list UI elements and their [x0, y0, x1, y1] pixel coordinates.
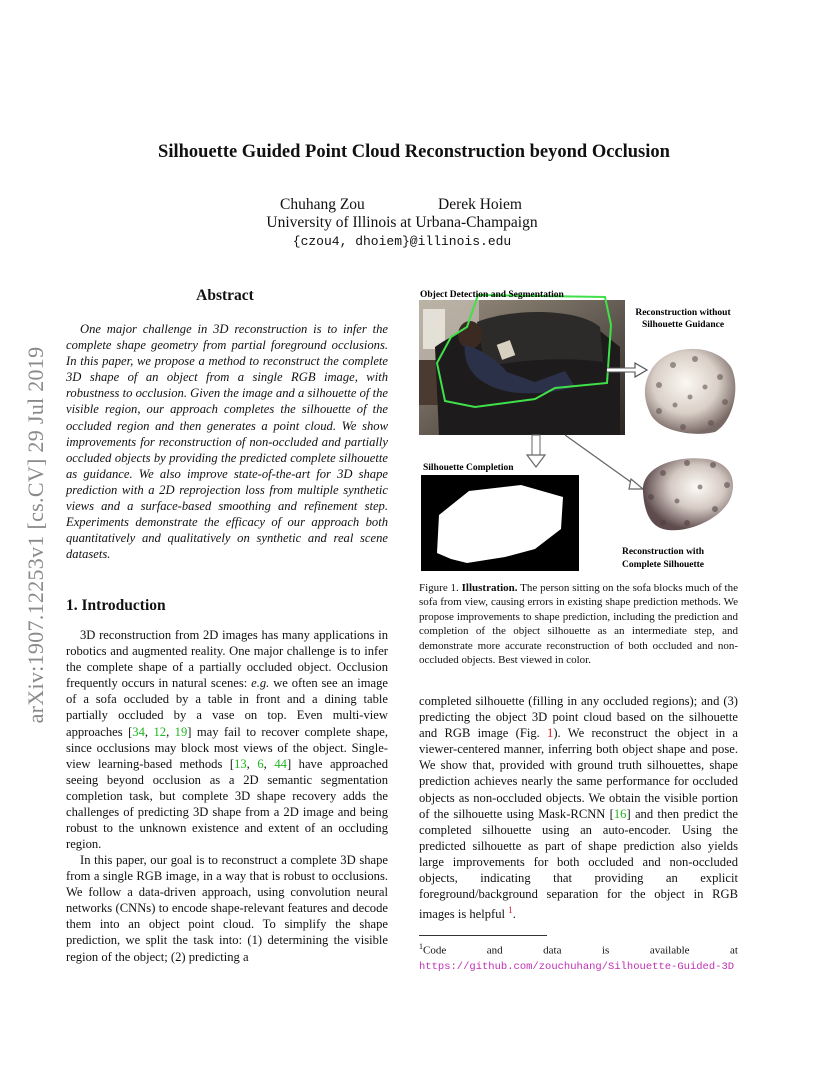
- arxiv-sidebar: [16, 295, 56, 775]
- paper-title: Silhouette Guided Point Cloud Reconstruction beyond Occlusion: [158, 142, 670, 162]
- label-silhouette-completion: Silhouette Completion: [423, 463, 514, 473]
- citation-link[interactable]: 6: [257, 756, 264, 771]
- silhouette-mask: [421, 475, 579, 571]
- label-recon-with-2: Complete Silhouette: [621, 560, 705, 570]
- citation-link[interactable]: 44: [274, 756, 287, 771]
- author-1: Chuhang Zou: [280, 196, 365, 213]
- citation-link[interactable]: 16: [613, 806, 627, 821]
- arrow-down: [527, 435, 545, 467]
- citation-link[interactable]: 19: [174, 724, 188, 739]
- footnote-ref[interactable]: 1: [508, 905, 513, 916]
- figure-caption: Figure 1. Illustration. The person sitting on the sofa blocks much of the sofa from view, causing errors in existing shape prediction methods. We propose improvements to shape prediction, including the prediction and completion of the object silhouette as an intermediate step, and demonstrate more accurate reconstruction of both occluded and non-occluded objects. Best viewed in color.: [419, 582, 738, 667]
- label-recon-with-1: Reconstruction with: [621, 547, 705, 557]
- label-recon-without-1: Reconstruction without: [635, 308, 731, 318]
- label-recon-without-2: Silhouette Guidance: [641, 320, 725, 330]
- author-2: Derek Hoiem: [438, 196, 522, 213]
- figure-ref-link[interactable]: 1: [547, 726, 554, 741]
- abstract-heading: Abstract: [196, 287, 254, 304]
- point-cloud-without-guidance: [645, 349, 735, 434]
- abstract-text: One major challenge in 3D reconstruction is to infer the complete shape geometry from partial foreground occlusions. In this paper, we propose a method to reconstruct the complete 3D shape of an object from a single RGB image, with robustness to occlusion. Given the image and a silhouette of the visible region, our approach completes the silhouette of the occluded region and then generates a point cloud. We show improvements for reconstruction of non-occluded and partially occluded objects by providing the predicted complete silhouette as guidance. We also improve state-of-the-art for 3D shape prediction with a 2D reprojection loss from multiple synthetic views and a surface-based smoothing and refinement step. Experiments demonstrate the efficacy of our approach both quantitatively and qualitatively on synthetic and real scene datasets.: [66, 322, 388, 562]
- point-cloud-with-silhouette: [643, 458, 733, 530]
- emails: {czou4, dhoiem}@illinois.edu: [292, 234, 512, 249]
- citation-link[interactable]: 34: [132, 724, 145, 739]
- figure-1: [415, 287, 741, 573]
- arxiv-id: arXiv:1907.12253v1 [cs.CV] 29 Jul 2019: [23, 346, 48, 724]
- citation-link[interactable]: 12: [153, 724, 167, 739]
- label-object-detection: Object Detection and Segmentation: [420, 290, 564, 300]
- input-photo: [419, 295, 625, 435]
- affiliation: University of Illinois at Urbana-Champaign: [266, 214, 538, 231]
- footnote-rule: [419, 935, 547, 936]
- intro-heading: 1. Introduction: [66, 597, 166, 614]
- intro-paragraph-right: completed silhouette (filling in any occluded regions); and (3) predicting the object 3D point cloud based on the silhouette and RGB image (Fig. 1). We reconstruct the object in a viewer-centered manner, inferring both object shape and pose. We show that, provided with ground truth silhouettes, shape prediction achieves nearly the same performance for occluded objects as non-occluded objects. We obtain the visible portion of the silhouette using Mask-RCNN [16] and then predict the completed silhouette using an auto-encoder. Using the predicted silhouette as part of shape prediction also yields large improvements for both occluded and non-occluded objects, indicating that providing an explicit foreground/background separation for the object in RGB images is helpful $^1$.: [419, 694, 738, 922]
- footnote: $^1$Code and data is available at https://github.com/zouchuhang/Silhouette-Guided-3D: [419, 942, 738, 973]
- intro-paragraph-2: In this paper, our goal is to reconstruct a complete 3D shape from a single RGB image, in a way that is robust to occlusions. We follow a data-driven approach, using convolution neural networks (CNNs) to encode shape-relevant features and decode them into an object point cloud. To simplify the shape prediction, we split the task into: (1) determining the visible region of the object; (2) predicting a: [66, 853, 388, 964]
- intro-paragraph-1: 3D reconstruction from 2D images has many applications in robotics and augmented reality. One major challenge is to infer the complete shape of a partially occluded object. Occlusion frequently occurs in natural scenes: e.g. we often see an image of a sofa occluded by a table in front and a dining table partially occluded by a vase on top. Even multi-view approaches [34, 12, 19] may fail to recover complete shape, since occlusions may block most views of the object. Single-view learning-based methods [13, 6, 44] have approached seeing beyond occlusion as a 2D semantic segmentation completion task, but complete 3D shape recovery adds the challenges of predicting 3D shape from a 2D image and being robust to the unknown existence and extent of an occluding region.: [66, 628, 389, 852]
- citation-link[interactable]: 13: [234, 756, 247, 771]
- repo-link[interactable]: https://github.com/zouchuhang/Silhouette-Guided-3D: [419, 960, 735, 973]
